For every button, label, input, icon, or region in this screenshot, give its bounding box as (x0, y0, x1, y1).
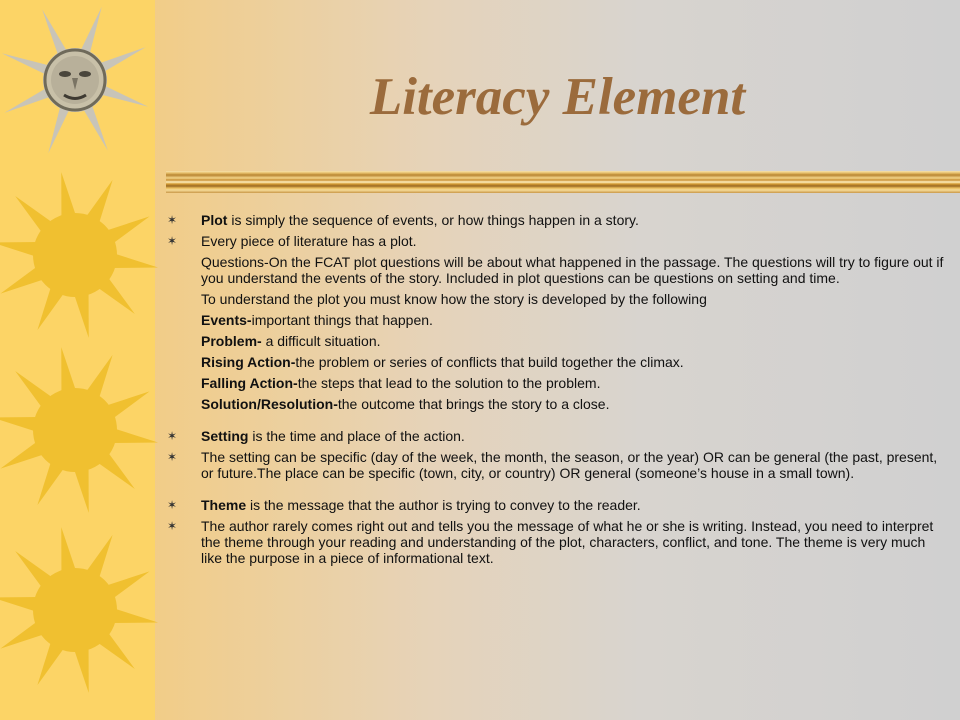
sun-icon (0, 525, 160, 695)
term-label: Theme (201, 497, 247, 513)
paragraph-text: The setting can be specific (day of the week, the month, the season, or the year) OR can be general (the past, present, or future.The place can be specific (town, city, or country) OR general (someone’s house in a small town). (201, 449, 938, 481)
term-label: Problem- (201, 333, 262, 349)
paragraph-text: the outcome that brings the story to a close. (337, 396, 610, 412)
body-paragraph (166, 212, 950, 228)
body-paragraph (166, 449, 950, 481)
sun-icon (0, 345, 160, 515)
body-paragraph (166, 233, 950, 249)
term-label: Events- (201, 312, 252, 328)
paragraph-text: is the message that the author is trying to convey to the reader. (246, 497, 641, 513)
bullet-star-icon: ✶ (166, 429, 178, 443)
body-paragraph (166, 375, 950, 391)
term-label: Rising Action- (201, 354, 296, 370)
body-paragraph (166, 291, 950, 307)
paragraph-text: Questions-On the FCAT plot questions will be about what happened in the passage. The questions will try to figure out if you understand the events of the story. Included in plot questions can be questions on setting and time. (201, 254, 944, 286)
bullet-star-icon: ✶ (166, 213, 178, 227)
decorative-sidebar (0, 0, 155, 720)
body-paragraph (166, 497, 950, 513)
paragraph-text: the steps that lead to the solution to the problem. (297, 375, 601, 391)
term-label: Solution/Resolution- (201, 396, 338, 412)
paragraph-text: Every piece of literature has a plot. (201, 233, 417, 249)
paragraph-text: is the time and place of the action. (248, 428, 465, 444)
sun-face-icon (0, 0, 160, 165)
paragraph-text: is simply the sequence of events, or how things happen in a story. (227, 212, 639, 228)
slide-body (166, 212, 950, 571)
body-paragraph (166, 428, 950, 444)
paragraph-text: the problem or series of conflicts that build together the climax. (295, 354, 684, 370)
slide-title: Literacy Element (369, 68, 746, 126)
paragraph-text: a difficult situation. (261, 333, 381, 349)
bullet-star-icon: ✶ (166, 498, 178, 512)
paragraph-text: To understand the plot you must know how the story is developed by the following (201, 291, 707, 307)
term-label: Setting (201, 428, 249, 444)
term-label: Plot (201, 212, 228, 228)
bullet-star-icon: ✶ (166, 450, 178, 464)
paragraph-text: The author rarely comes right out and tells you the message of what he or she is writing. Instead, you need to interpret the theme through your reading and understanding of the plot, characters, conflict, and tone. The theme is very much like the purpose in a piece of informational text. (201, 518, 934, 566)
paragraph-text: important things that happen. (251, 312, 433, 328)
body-paragraph (166, 312, 950, 328)
body-paragraph (166, 333, 950, 349)
decorative-divider (166, 171, 960, 193)
body-paragraph (166, 396, 950, 412)
body-paragraph (166, 254, 950, 286)
bullet-star-icon: ✶ (166, 519, 178, 533)
term-label: Falling Action- (201, 375, 298, 391)
body-paragraph (166, 518, 950, 566)
sun-icon (0, 170, 160, 340)
body-paragraph (166, 354, 950, 370)
bullet-star-icon: ✶ (166, 234, 178, 248)
